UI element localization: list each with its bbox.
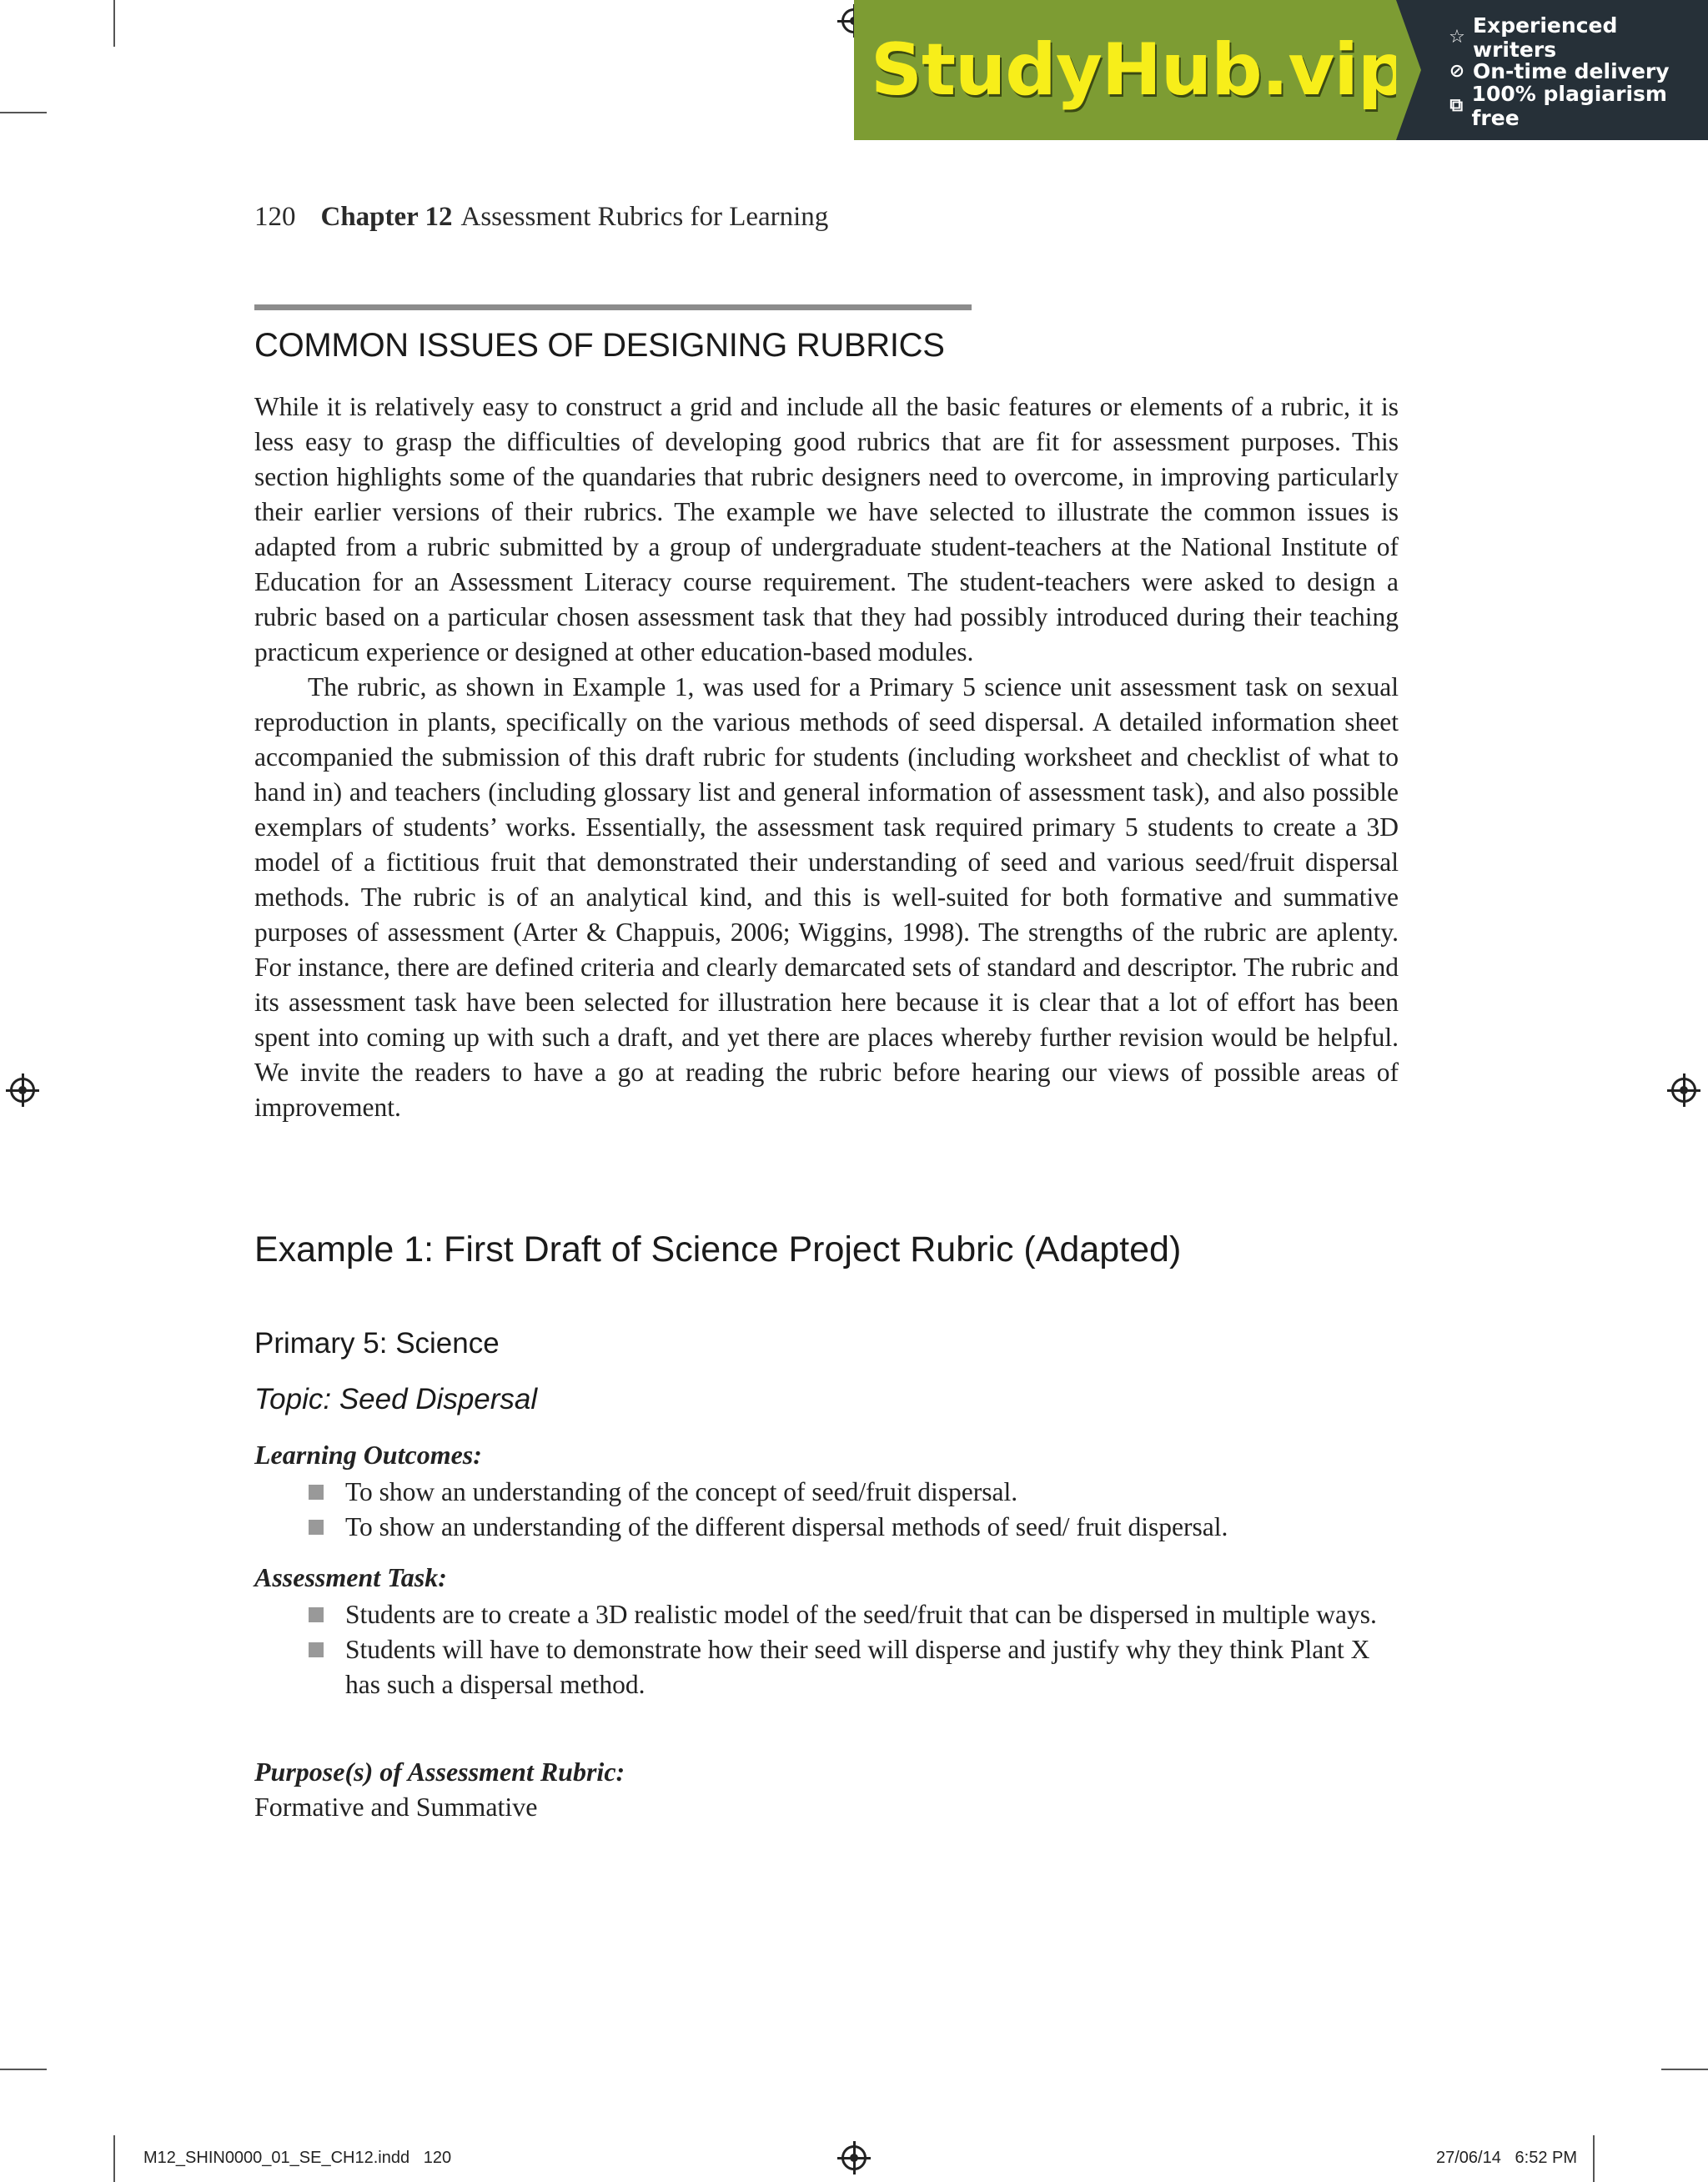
footer-file: M12_SHIN0000_01_SE_CH12.indd 120 <box>143 2149 452 2167</box>
footer-date: 27/06/14 6:52 PM <box>1436 2149 1578 2167</box>
paragraph: While it is relatively easy to construct a grid and include all the basic features or elements of a rubric, it is less easy to grasp the difficulties of developing good rubrics that are fit for assessment purposes. This section highlights some of the quandaries that rubric designers need to overcome, in improving particularly their earlier versions of their rubrics. The example we have selected to illustrate the common issues is adapted from a rubric submitted by a group of undergraduate student-teachers at the National Institute of Education for an Assessment Literacy course requirement. The student-teachers were asked to design a rubric based on a particular chosen assessment task that they had possibly introduced during their teaching practicum experience or designed at other education-based modules. <box>254 392 1399 666</box>
crop-mark <box>113 0 115 47</box>
example-subject: Primary 5: Science <box>254 1327 500 1360</box>
chapter-title: Assessment Rubrics for Learning <box>460 202 829 232</box>
list-item: To show an understanding of the concept of seed/fruit dispersal. <box>309 1475 1399 1510</box>
running-head <box>254 202 828 233</box>
example-topic: Topic: Seed Dispersal <box>254 1383 538 1415</box>
list-item: Students are to create a 3D realistic model of the seed/fruit that can be dispersed in multiple ways. <box>309 1597 1399 1632</box>
learning-outcomes-list <box>309 1475 1399 1545</box>
list-item: Students will have to demonstrate how their seed will disperse and justify why they think Plant X has such a dispersal method. <box>309 1632 1399 1702</box>
studyhub-banner[interactable] <box>854 0 1708 140</box>
crop-mark <box>1661 2069 1708 2070</box>
feature-item <box>1446 81 1708 130</box>
list-item: To show an understanding of the different dispersal methods of seed/ fruit dispersal. <box>309 1510 1399 1545</box>
assessment-task-label: Assessment Task: <box>254 1562 447 1592</box>
registration-mark-icon <box>1671 1078 1696 1103</box>
brand-logo: StudyHub.vip <box>871 28 1409 112</box>
clock-icon: ⊘ <box>1449 61 1465 82</box>
crop-mark <box>113 2135 115 2182</box>
crop-mark <box>0 112 47 113</box>
crop-mark <box>1593 2135 1595 2182</box>
chapter-label: Chapter 12 <box>320 202 453 232</box>
feature-text: Experienced writers <box>1472 13 1618 62</box>
copy-icon: ⧉ <box>1449 95 1464 116</box>
registration-mark-icon <box>10 1078 35 1103</box>
section-rule <box>254 304 972 310</box>
assessment-task-list <box>309 1597 1399 1702</box>
feature-text: On-time delivery <box>1473 59 1670 83</box>
banner-features <box>1396 0 1708 140</box>
section-heading: COMMON ISSUES OF DESIGNING RUBRICS <box>254 327 945 364</box>
example-heading: Example 1: First Draft of Science Project Rubric (Adapted) <box>254 1229 1182 1269</box>
registration-mark-icon <box>841 2145 867 2170</box>
page-number: 120 <box>254 202 296 232</box>
purpose-label: Purpose(s) of Assessment Rubric: <box>254 1757 625 1787</box>
purpose-value: Formative and Summative <box>254 1792 538 1822</box>
banner-brand-area <box>854 0 1409 140</box>
paragraph: The rubric, as shown in Example 1, was used for a Primary 5 science unit assessment task on sexual reproduction in plants, specifically on the various methods of seed dispersal. A detailed information sheet accompanied the submission of this draft rubric for students (including worksheet and checklist of what to hand in) and teachers (including glossary list and general information of assessment task), and also possible exemplars of students’ works. Essentially, the assessment task required primary 5 students to create a 3D model of a fictitious fruit that demonstrated their understanding of seed and various seed/fruit dispersal methods. The rubric is of an analytical kind, and this is well-suited for both formative and summative purposes of assessment (Arter & Chappuis, 2006; Wiggins, 1998). The strengths of the rubric are aplenty. For instance, there are defined criteria and clearly demarcated sets of standard and descriptor. The rubric and its assessment task have been selected for illustration here because it is clear that a lot of effort has been spent into coming up with such a draft, and yet there are places whereby further revision would be helpful. We invite the readers to have a go at reading the rubric before hearing our views of possible areas of improvement. <box>254 672 1399 1122</box>
learning-outcomes-label: Learning Outcomes: <box>254 1440 482 1470</box>
section-body <box>254 390 1399 1125</box>
crop-mark <box>0 2069 47 2070</box>
feature-text: 100% plagiarism free <box>1471 81 1667 130</box>
star-icon: ☆ <box>1449 27 1465 48</box>
feature-item <box>1446 13 1708 62</box>
